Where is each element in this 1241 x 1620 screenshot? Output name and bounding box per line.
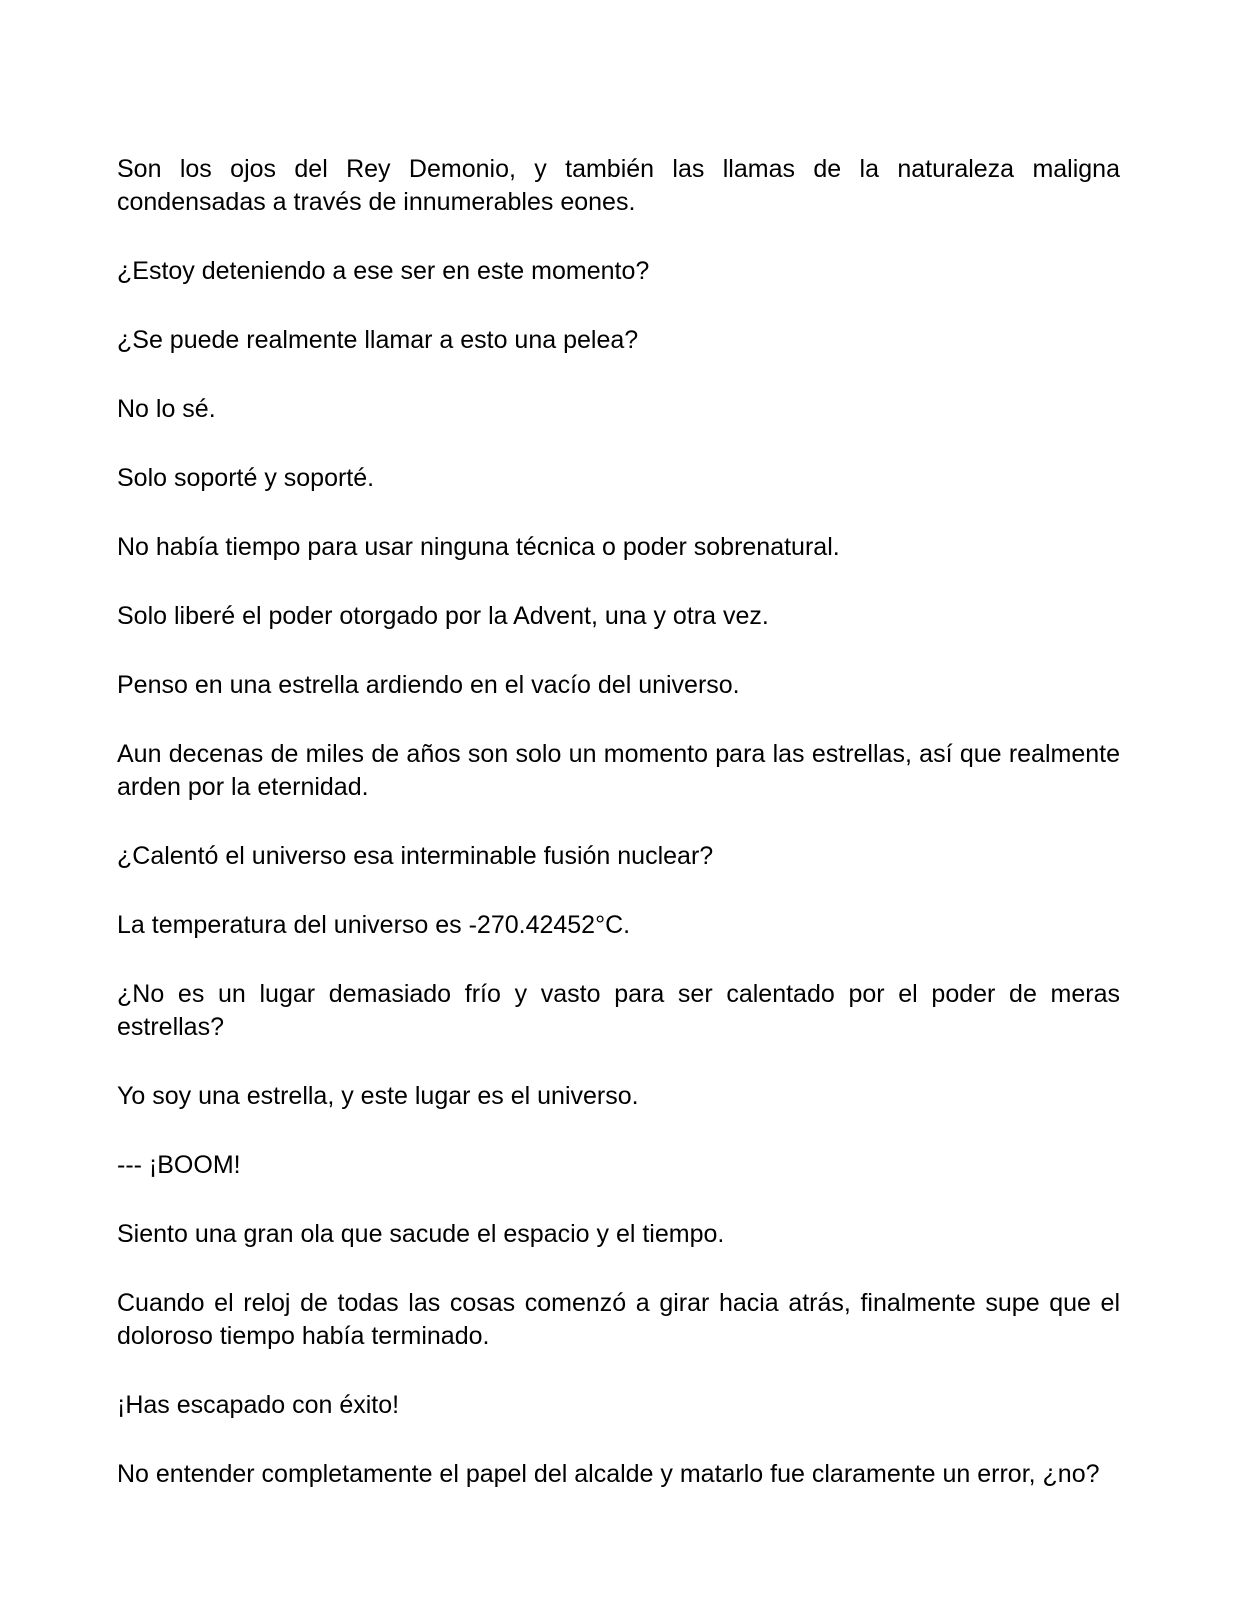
paragraph: ¡Has escapado con éxito! [117, 1391, 400, 1419]
paragraph: --- ¡BOOM! [117, 1151, 241, 1179]
paragraph: Penso en una estrella ardiendo en el vacío del universo. [117, 671, 740, 699]
paragraph: Siento una gran ola que sacude el espacio y el tiempo. [117, 1220, 725, 1248]
paragraph: Cuando el reloj de todas las cosas comenzó a girar hacia atrás, finalmente supe que el doloroso tiempo había terminado. [117, 1289, 1120, 1350]
paragraph: Yo soy una estrella, y este lugar es el universo. [117, 1082, 639, 1110]
paragraph: Solo liberé el poder otorgado por la Advent, una y otra vez. [117, 602, 769, 630]
body-text [117, 153, 1120, 1527]
paragraph: No había tiempo para usar ninguna técnica o poder sobrenatural. [117, 533, 840, 561]
paragraph: Solo soporté y soporté. [117, 464, 375, 492]
paragraph: ¿Estoy deteniendo a ese ser en este momento? [117, 257, 650, 285]
paragraph: No entender completamente el papel del alcalde y matarlo fue claramente un error, ¿no? [117, 1460, 1100, 1488]
paragraph: ¿No es un lugar demasiado frío y vasto para ser calentado por el poder de meras estrellas? [117, 980, 1120, 1041]
paragraph: ¿Calentó el universo esa interminable fusión nuclear? [117, 842, 714, 870]
paragraph: No lo sé. [117, 395, 216, 423]
paragraph: La temperatura del universo es -270.42452°C. [117, 911, 631, 939]
paragraph: ¿Se puede realmente llamar a esto una pelea? [117, 326, 639, 354]
paragraph: Son los ojos del Rey Demonio, y también las llamas de la naturaleza maligna condensadas a través de innumerables eones. [117, 155, 1120, 216]
paragraph: Aun decenas de miles de años son solo un momento para las estrellas, así que realmente arden por la eternidad. [117, 740, 1120, 801]
